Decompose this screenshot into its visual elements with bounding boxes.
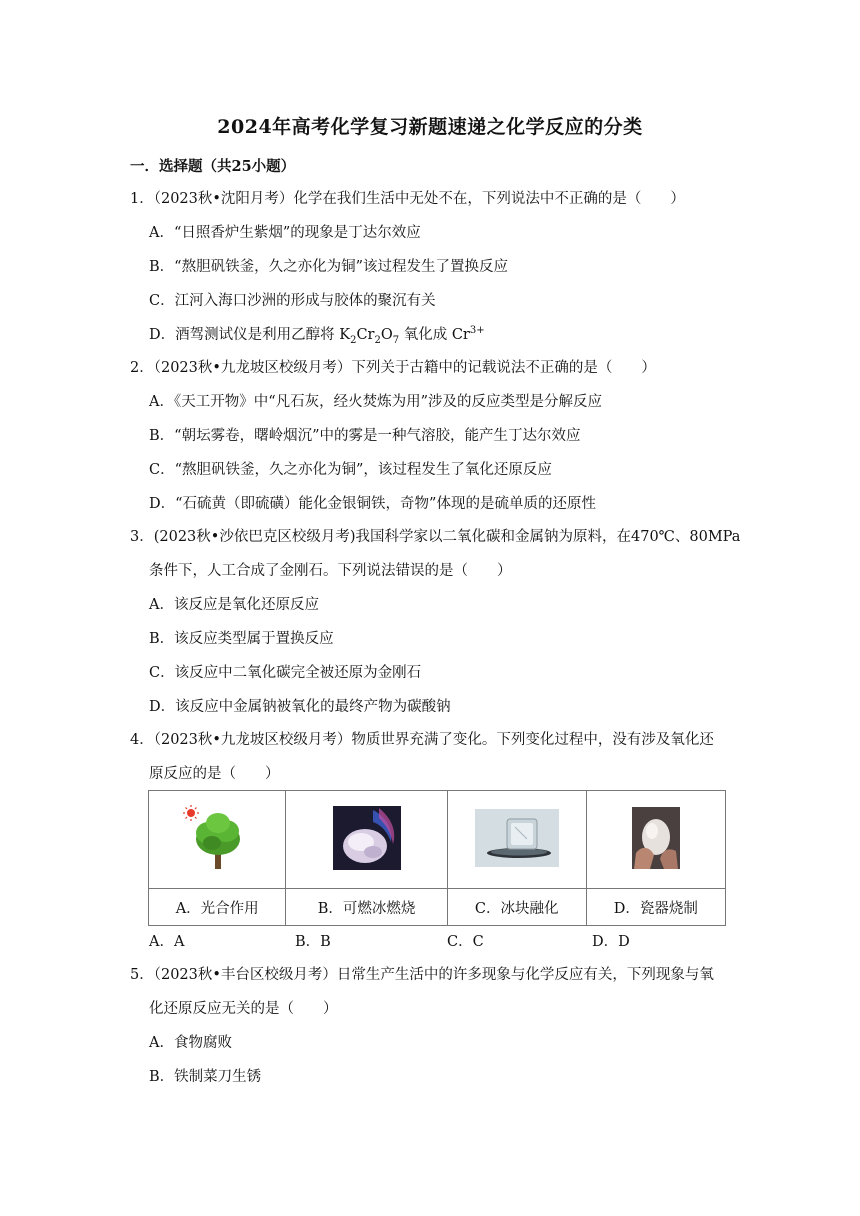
question-1-option-d	[149, 325, 485, 345]
image-cell-b	[286, 791, 447, 889]
caption-c: C．冰块融化	[447, 889, 586, 926]
question-2-option-a: A．《天工开物》中“凡石灰，经火焚炼为用”涉及的反应类型是分解反应	[149, 394, 603, 410]
burning-combustible-ice-icon	[333, 806, 401, 870]
question-3-option-c: C．该反应中二氧化碳完全被还原为金刚石	[149, 665, 422, 681]
option-d-text: 氧化成 Cr	[399, 327, 470, 343]
question-4-answer-a: A．A	[149, 934, 185, 950]
question-2-option-b: B．“朝坛雾卷，曙岭烟沉”中的雾是一种气溶胶，能产生丁达尔效应	[149, 428, 581, 444]
question-1-stem: 1．（2023秋•沈阳月考）化学在我们生活中无处不在，下列说法中不正确的是（ ）	[130, 191, 685, 207]
image-cell-d	[586, 791, 725, 889]
formula-part: O	[380, 327, 393, 343]
question-3-option-d: D．该反应中金属钠被氧化的最终产物为碳酸钠	[149, 699, 451, 715]
subscript: 2	[374, 334, 381, 346]
superscript: 3+	[469, 325, 485, 337]
question-3-option-b: B．该反应类型属于置换反应	[149, 631, 334, 647]
question-1-option-c: C．江河入海口沙洲的形成与胶体的聚沉有关	[149, 293, 436, 309]
question-2-option-d: D．“石硫黄（即硫磺）能化金银铜铁，奇物”体现的是硫单质的还原性	[149, 496, 596, 512]
option-d-text: D．酒驾测试仪是利用乙醇将 K	[149, 327, 351, 343]
question-4-answer-b: B．B	[295, 934, 331, 950]
subscript: 2	[350, 334, 357, 346]
question-5-option-a: A．食物腐败	[149, 1035, 232, 1051]
caption-d: D．瓷器烧制	[586, 889, 725, 926]
caption-a: A．光合作用	[149, 889, 286, 926]
question-5-stem-line2: 化还原反应无关的是（ ）	[149, 1001, 338, 1017]
question-4-image-table	[148, 790, 726, 926]
question-4-stem-line2: 原反应的是（ ）	[149, 766, 280, 782]
question-4-answer-d: D．D	[592, 934, 630, 950]
caption-b: B．可燃冰燃烧	[286, 889, 447, 926]
question-4-stem-line1: 4．（2023秋•九龙坡区校级月考）物质世界充满了变化。下列变化过程中，没有涉及氧化还	[130, 732, 714, 748]
question-1-option-b: B．“熬胆矾铁釜，久之亦化为铜”该过程发生了置换反应	[149, 259, 508, 275]
question-4-answer-c: C．C	[447, 934, 484, 950]
question-2-stem: 2．（2023秋•九龙坡区校级月考）下列关于古籍中的记载说法不正确的是（ ）	[130, 360, 656, 376]
melting-ice-cube-icon	[475, 809, 559, 867]
image-cell-a	[149, 791, 286, 889]
question-1-option-a: A．“日照香炉生紫烟”的现象是丁达尔效应	[149, 225, 421, 241]
question-3-option-a: A．该反应是氧化还原反应	[149, 597, 319, 613]
question-5-option-b: B．铁制菜刀生锈	[149, 1069, 262, 1085]
image-cell-c	[447, 791, 586, 889]
formula-part: Cr	[356, 327, 375, 343]
question-3-stem-line1: 3．(2023秋•沙依巴克区校级月考)我国科学家以二氧化碳和金属钠为原料，在470℃、80MPa	[130, 529, 741, 545]
porcelain-firing-icon	[632, 807, 680, 869]
question-2-option-c: C．“熬胆矾铁釜，久之亦化为铜”，该过程发生了氧化还原反应	[149, 462, 552, 478]
question-5-stem-line1: 5．（2023秋•丰台区校级月考）日常生产生活中的许多现象与化学反应有关，下列现象与氧	[130, 967, 714, 983]
subscript: 7	[392, 334, 400, 346]
question-3-stem-line2: 条件下，人工合成了金刚石。下列说法错误的是（ ）	[149, 563, 512, 579]
tree-with-sun-icon	[182, 803, 252, 873]
page-title: 2024年高考化学复习新题速递之化学反应的分类	[217, 116, 643, 138]
section-heading: 一．选择题（共25小题）	[130, 158, 296, 175]
